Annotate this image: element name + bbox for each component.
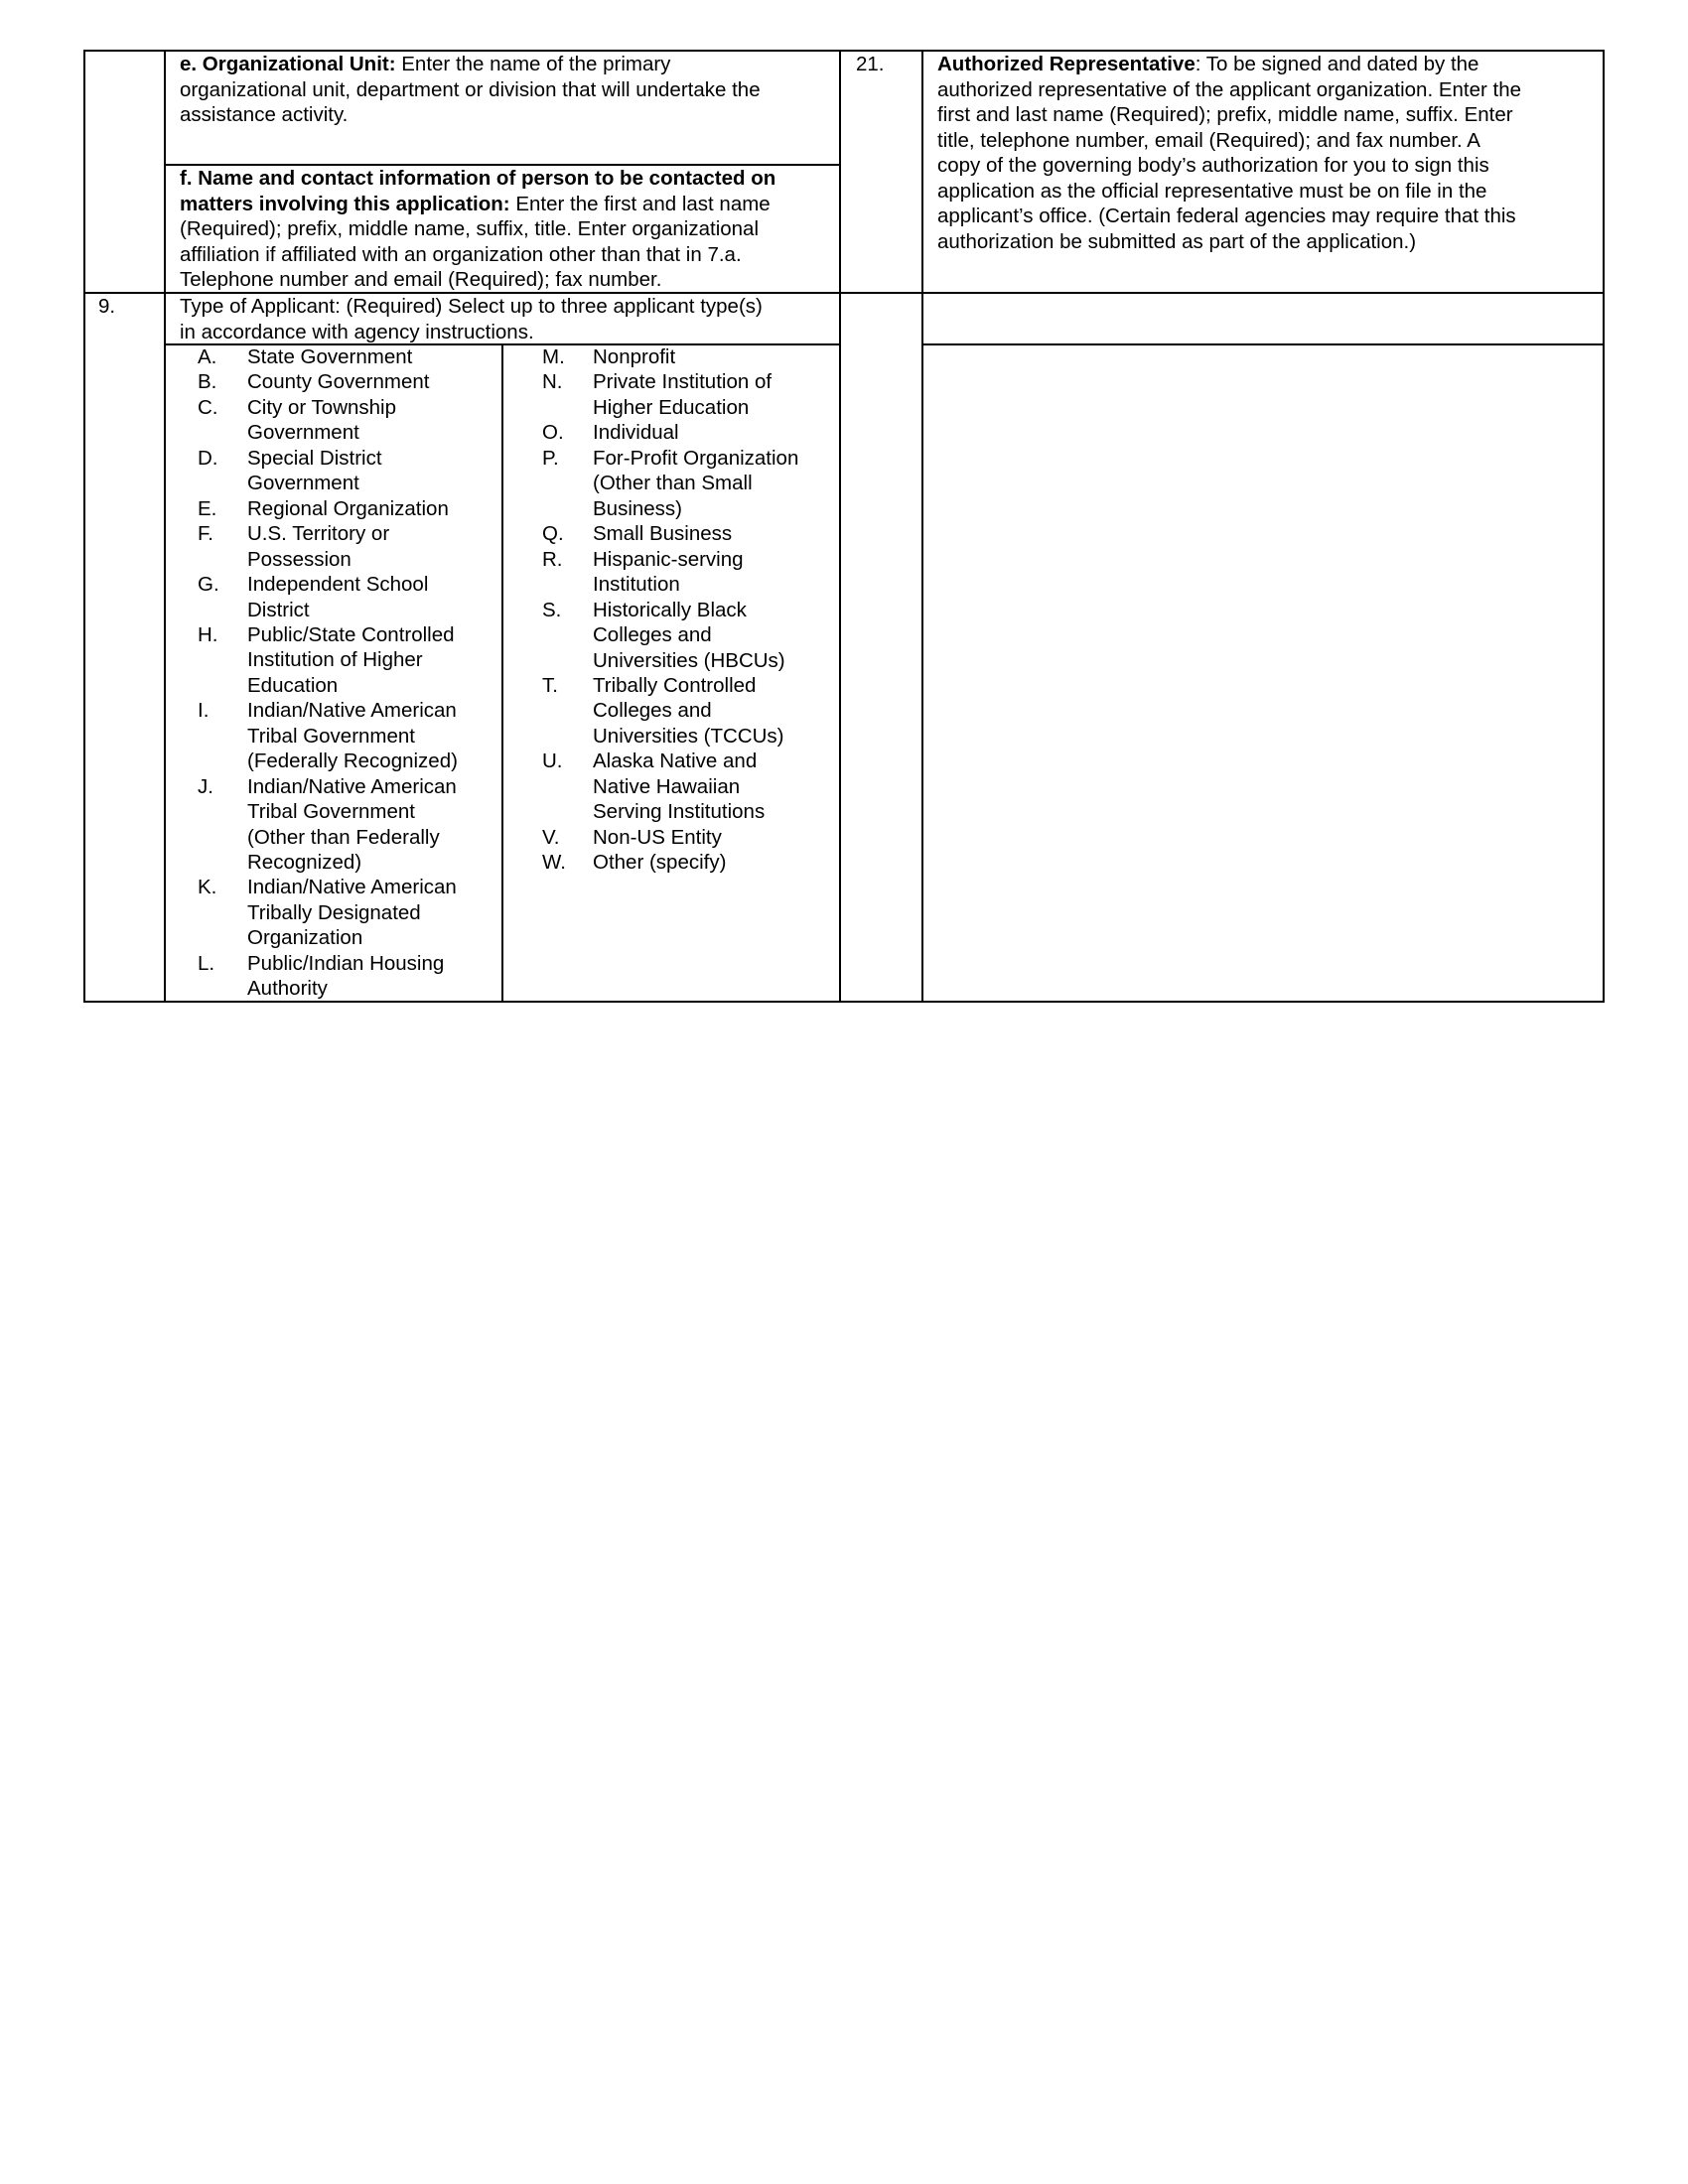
authorized-rep-line7: applicant’s office. (Certain federal agencies may require that this [937, 205, 1516, 227]
option-label: Small Business [593, 522, 733, 546]
option-letter: J. [198, 774, 213, 798]
option-letter: O. [542, 421, 564, 445]
option-letter: E. [198, 496, 217, 520]
option-label: Public/State Controlled Institution of Higher Education [247, 622, 455, 697]
option-letter: V. [542, 825, 560, 849]
authorized-rep-line5: copy of the governing body’s authorization for you to sign this [937, 154, 1489, 177]
option-label: Special District Government [247, 446, 382, 495]
option-letter: D. [198, 446, 218, 470]
option-letter: P. [542, 446, 559, 470]
option-label: Indian/Native American Tribally Designated Organization [247, 876, 457, 950]
option-letter: A. [198, 345, 217, 368]
option-label: Individual [593, 421, 679, 445]
contact-person-heading-line2: matters involving this application: [180, 192, 510, 215]
org-unit-instruction-line3: assistance activity. [180, 103, 349, 126]
item-number-9: 9. [98, 295, 116, 318]
option-label: Regional Organization [247, 496, 449, 520]
option-letter: K. [198, 876, 217, 899]
authorized-rep-line8: authorization be submitted as part of the application.) [937, 229, 1417, 253]
table-left-border [83, 50, 85, 1003]
option-letter: G. [198, 573, 219, 597]
org-unit-text: Enter the name of the primary [401, 53, 671, 75]
authorized-rep-line6: application as the official representative must be on file in the [937, 179, 1487, 203]
option-letter: C. [198, 395, 218, 419]
authorized-rep-line3: first and last name (Required); prefix, middle name, suffix. Enter [937, 103, 1513, 126]
option-label: City or Township Government [247, 395, 397, 445]
option-label: Nonprofit [593, 345, 676, 368]
applicant-type-line1: Type of Applicant: (Required) Select up to three applicant type(s) [180, 295, 763, 318]
option-letter: R. [542, 547, 563, 571]
authorized-rep-heading: Authorized Representative [937, 53, 1196, 75]
org-unit-instruction-line1 [180, 52, 670, 77]
option-letter: N. [542, 370, 563, 394]
option-label: Other (specify) [593, 851, 727, 874]
option-label: Indian/Native American Tribal Government (Federally Recognized) [247, 699, 458, 773]
option-letter: T. [542, 673, 558, 697]
option-label: Hispanic-serving Institution [593, 547, 744, 597]
org-unit-heading: e. Organizational Unit: [180, 53, 396, 75]
option-label: Independent School District [247, 573, 429, 621]
option-letter: M. [542, 345, 565, 368]
option-label: Private Institution of Higher Education [593, 370, 773, 419]
option-label: Public/Indian Housing Authority [247, 951, 445, 1001]
table-right-border [1603, 50, 1605, 1003]
authorized-rep-line4: title, telephone number, email (Required); and fax number. A [937, 128, 1480, 152]
option-label: Tribally Controlled Colleges and Universities (TCCUs) [593, 673, 784, 748]
option-label: For-Profit Organization (Other than Small Business) [593, 446, 799, 520]
table-col-divider-1 [164, 50, 166, 1003]
contact-person-line5: Telephone number and email (Required); fax number. [180, 268, 662, 291]
contact-person-line2 [180, 192, 771, 217]
option-label: Indian/Native American Tribal Government (Other than Federally Recognized) [247, 774, 457, 875]
row-9-header-divider-right [921, 343, 1605, 345]
option-letter: B. [198, 370, 217, 394]
contact-person-heading-line1: f. Name and contact information of person to be contacted on [180, 167, 776, 190]
contact-person-line3: (Required); prefix, middle name, suffix, title. Enter organizational [180, 217, 760, 240]
table-col-divider-2 [839, 50, 841, 1003]
option-letter: S. [542, 598, 562, 621]
contact-person-text: Enter the first and last name [515, 192, 771, 215]
contact-person-line4: affiliation if affiliated with an organization other than that in 7.a. [180, 242, 742, 266]
applicant-type-line2: in accordance with agency instructions. [180, 320, 534, 343]
option-label: State Government [247, 345, 413, 368]
option-letter: L. [198, 951, 215, 975]
option-letter: W. [542, 851, 566, 874]
option-label: U.S. Territory or Possession [247, 522, 390, 571]
option-label: Historically Black Colleges and Universities (HBCUs) [593, 598, 785, 672]
item-number-21: 21. [856, 53, 885, 75]
authorized-rep-line2: authorized representative of the applicant organization. Enter the [937, 77, 1522, 101]
table-col-divider-3 [921, 50, 923, 1003]
option-label: County Government [247, 370, 430, 394]
option-letter: H. [198, 622, 218, 646]
authorized-rep-line1 [937, 52, 1478, 77]
option-letter: Q. [542, 522, 564, 546]
option-letter: I. [198, 699, 210, 723]
option-letter: U. [542, 750, 563, 773]
options-column-divider [501, 343, 503, 1003]
option-letter: F. [198, 522, 213, 546]
authorized-rep-text: : To be signed and dated by the [1195, 53, 1479, 75]
option-label: Alaska Native and Native Hawaiian Serving Institutions [593, 750, 766, 824]
option-label: Non-US Entity [593, 825, 722, 849]
org-unit-instruction-line2: organizational unit, department or division that will undertake the [180, 77, 761, 101]
